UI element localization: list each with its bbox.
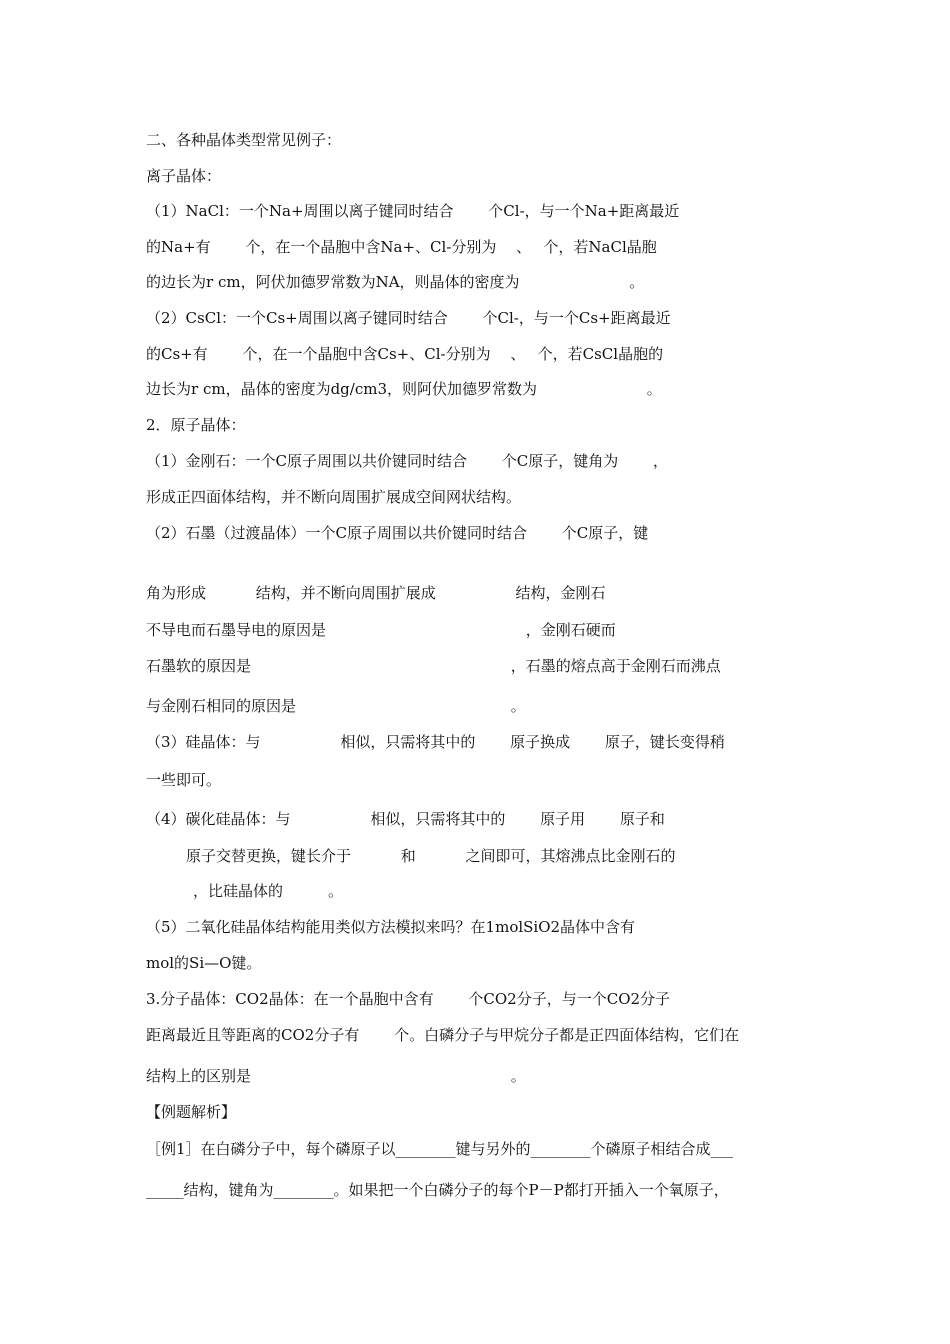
subheading-ionic: 离子晶体： bbox=[146, 167, 222, 185]
text-line: （1）NaCl：一个Na+周围以离子键同时结合 个Cl-，与一个Na+距离最近 bbox=[146, 202, 680, 220]
text-line: （2）CsCl：一个Cs+周围以离子键同时结合 个Cl-，与一个Cs+距离最近 bbox=[146, 309, 671, 327]
text-line: （5）二氧化硅晶体结构能用类似方法模拟来吗？在1molSiO2晶体中含有 bbox=[146, 918, 636, 936]
text-line: 边长为r cm，晶体的密度为dg/cm3，则阿伏加德罗常数为 。 bbox=[146, 380, 662, 398]
text-line: 一些即可。 bbox=[146, 771, 222, 789]
text-line: 与金刚石相同的原因是 。 bbox=[146, 697, 526, 715]
text-line: _____结构，键角为________。如果把一个白磷分子的每个P－P都打开插入一个氧原子， bbox=[146, 1181, 729, 1199]
text-line: 的Na+有 个，在一个晶胞中含Na+、Cl-分别为 、 个，若NaCl晶胞 bbox=[146, 238, 657, 256]
subheading-atomic: 2．原子晶体： bbox=[146, 416, 246, 434]
text-line: 不导电而石墨导电的原因是 ，金刚石硬而 bbox=[146, 621, 616, 639]
subheading-examples: 【例题解析】 bbox=[146, 1103, 237, 1121]
text-line: 的Cs+有 个，在一个晶胞中含Cs+、Cl-分别为 、 个，若CsCl晶胞的 bbox=[146, 345, 664, 363]
text-line: 形成正四面体结构，并不断向周围扩展成空间网状结构。 bbox=[146, 488, 522, 506]
text-line: 结构上的区别是 。 bbox=[146, 1067, 526, 1085]
text-line: （3）硅晶体：与 相似，只需将其中的 原子换成 原子，键长变得稍 bbox=[146, 733, 725, 751]
text-line: 石墨软的原因是 ，石墨的熔点高于金刚石而沸点 bbox=[146, 657, 721, 675]
text-line: 距离最近且等距离的CO2分子有 个。白磷分子与甲烷分子都是正四面体结构，它们在 bbox=[146, 1026, 740, 1044]
text-line: 的边长为r cm，阿伏加德罗常数为NA，则晶体的密度为 。 bbox=[146, 273, 645, 291]
text-line: ，比硅晶体的 。 bbox=[193, 882, 344, 900]
text-line: 原子交替更换，键长介于 和 之间即可，其熔沸点比金刚石的 bbox=[186, 847, 676, 865]
text-line: ［例1］在白磷分子中，每个磷原子以________键与另外的________个磷原子相结合成___ bbox=[146, 1140, 734, 1158]
text-line: mol的Si—O键。 bbox=[146, 954, 262, 972]
text-line: 角为形成 结构，并不断向周围扩展成 结构，金刚石 bbox=[146, 584, 606, 602]
text-line: 3.分子晶体：CO2晶体：在一个晶胞中含有 个CO2分子，与一个CO2分子 bbox=[146, 990, 671, 1008]
text-line: （1）金刚石：一个C原子周围以共价键同时结合 个C原子，键角为 ， bbox=[146, 452, 669, 470]
text-line: （4）碳化硅晶体：与 相似，只需将其中的 原子用 原子和 bbox=[146, 810, 665, 828]
text-line: （2）石墨（过渡晶体）一个C原子周围以共价键同时结合 个C原子，键 bbox=[146, 524, 649, 542]
section-heading: 二、各种晶体类型常见例子： bbox=[146, 131, 342, 149]
